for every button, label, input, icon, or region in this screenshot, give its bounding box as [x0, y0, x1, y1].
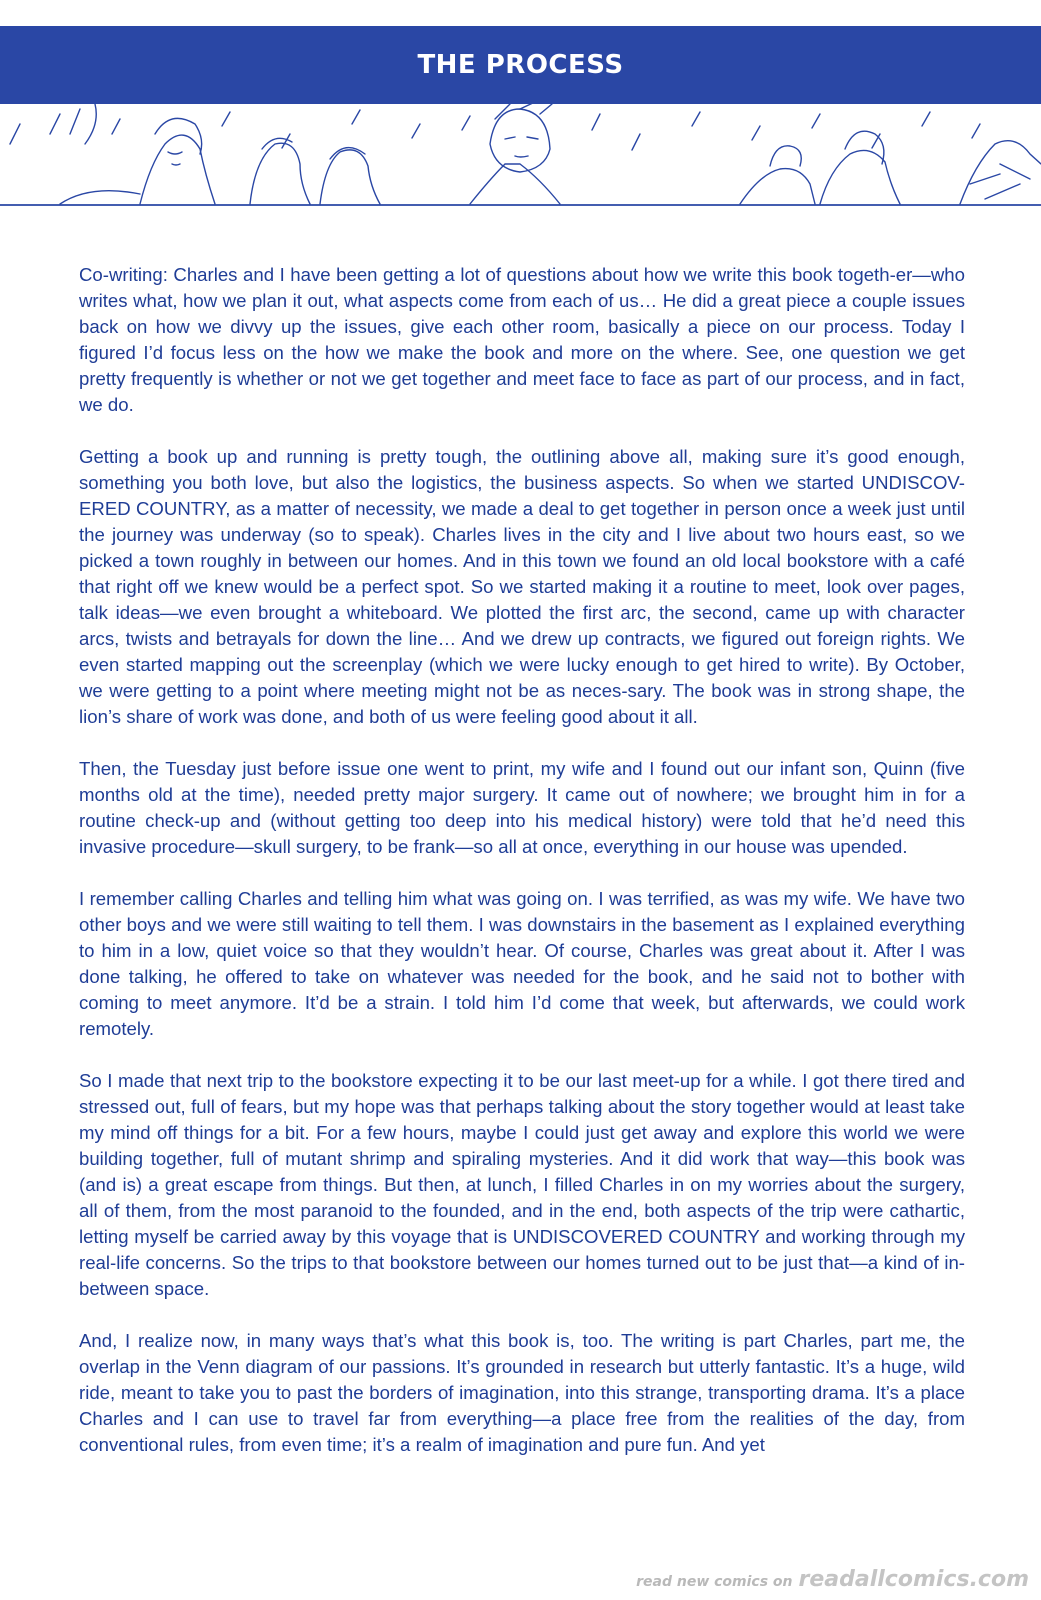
header-illustration	[0, 104, 1041, 208]
paragraph: Then, the Tuesday just before issue one went to print, my wife and I found out our infant son, Quinn (five months old at the time), needed pretty major surgery. It came out of nowhere; we brought him in for a routine check-up and (without getting too deep into his medical history) were told that he’d need this invasive procedure—skull surgery, to be frank—so all at once, everything in our house was upended.	[79, 758, 965, 857]
page-title: THE PROCESS	[417, 50, 624, 80]
article-body	[79, 262, 965, 1484]
paragraph: And, I realize now, in many ways that’s what this book is, too. The writing is part Charles, part me, the overlap in the Venn diagram of our passions. It’s grounded in research but utterly fantastic. It’s a huge, wild ride, meant to take you to past the borders of imagination, into this strange, transporting drama. It’s a place Charles and I can use to travel far from everything—a place free from the realities of the day, from conventional rules, from even time; it’s a realm of imagination and pure fun. And yet	[79, 1330, 965, 1455]
watermark	[636, 1567, 1029, 1592]
paragraph: Getting a book up and running is pretty tough, the outlining above all, making sure it’s good enough, something you both love, but also the logistics, the business aspects. So when we started UNDISCOV-ERED COUNTRY, as a matter of necessity, we made a deal to get together in person once a week just until the journey was underway (so to speak). Charles lives in the city and I live about two hours east, so we picked a town roughly in between our homes. And in this town we found an old local bookstore with a café that right off we knew would be a perfect spot. So we started making it a routine to meet, look over pages, talk ideas—we even brought a whiteboard. We plotted the first arc, the second, came up with character arcs, twists and betrayals for down the line… And we drew up contracts, we figured out foreign rights. We even started mapping out the screenplay (which we were lucky enough to get hired to write). By October, we were getting to a point where meeting might not be as neces-sary. The book was in strong shape, the lion’s share of work was done, and both of us were feeling good about it all.	[79, 446, 965, 727]
watermark-tagline: read new comics on	[636, 1574, 793, 1590]
watermark-site: readallcomics.com	[798, 1567, 1029, 1592]
paragraph: Co-writing: Charles and I have been getting a lot of questions about how we write this book togeth-er—who writes what, how we plan it out, what aspects come from each of us… He did a great piece a couple issues back on how we divvy up the issues, give each other room, basically a piece on our process. Today I figured I’d focus less on the how we make the book and more on the where. See, one question we get pretty frequently is whether or not we get together and meet face to face as part of our process, and in fact, we do.	[79, 264, 965, 415]
header-banner	[0, 26, 1041, 104]
paragraph: I remember calling Charles and telling him what was going on. I was terrified, as was my wife. We have two other boys and we were still waiting to tell them. I was downstairs in the basement as I explained everything to him in a low, quiet voice so that they wouldn’t hear. Of course, Charles was great about it. After I was done talking, he offered to take on whatever was needed for the book, and he said not to bother with coming to meet anymore. It’d be a strain. I told him I’d come that week, but afterwards, we could work remotely.	[79, 888, 965, 1039]
paragraph: So I made that next trip to the bookstore expecting it to be our last meet-up for a while. I got there tired and stressed out, full of fears, but my hope was that perhaps talking about the story together would at least take my mind off things for a bit. For a few hours, maybe I could just get away and explore this world we were building together, full of mutant shrimp and spiraling mysteries. And it did work that way—this book was (and is) a great escape from things. But then, at lunch, I filled Charles in on my worries about the surgery, all of them, from the most paranoid to the founded, and in the end, both aspects of the trip were cathartic, letting myself be carried away by this voyage that is UNDISCOVERED COUNTRY and working through my real-life concerns. So the trips to that bookstore between our homes turned out to be just that—a kind of in-between space.	[79, 1070, 965, 1299]
